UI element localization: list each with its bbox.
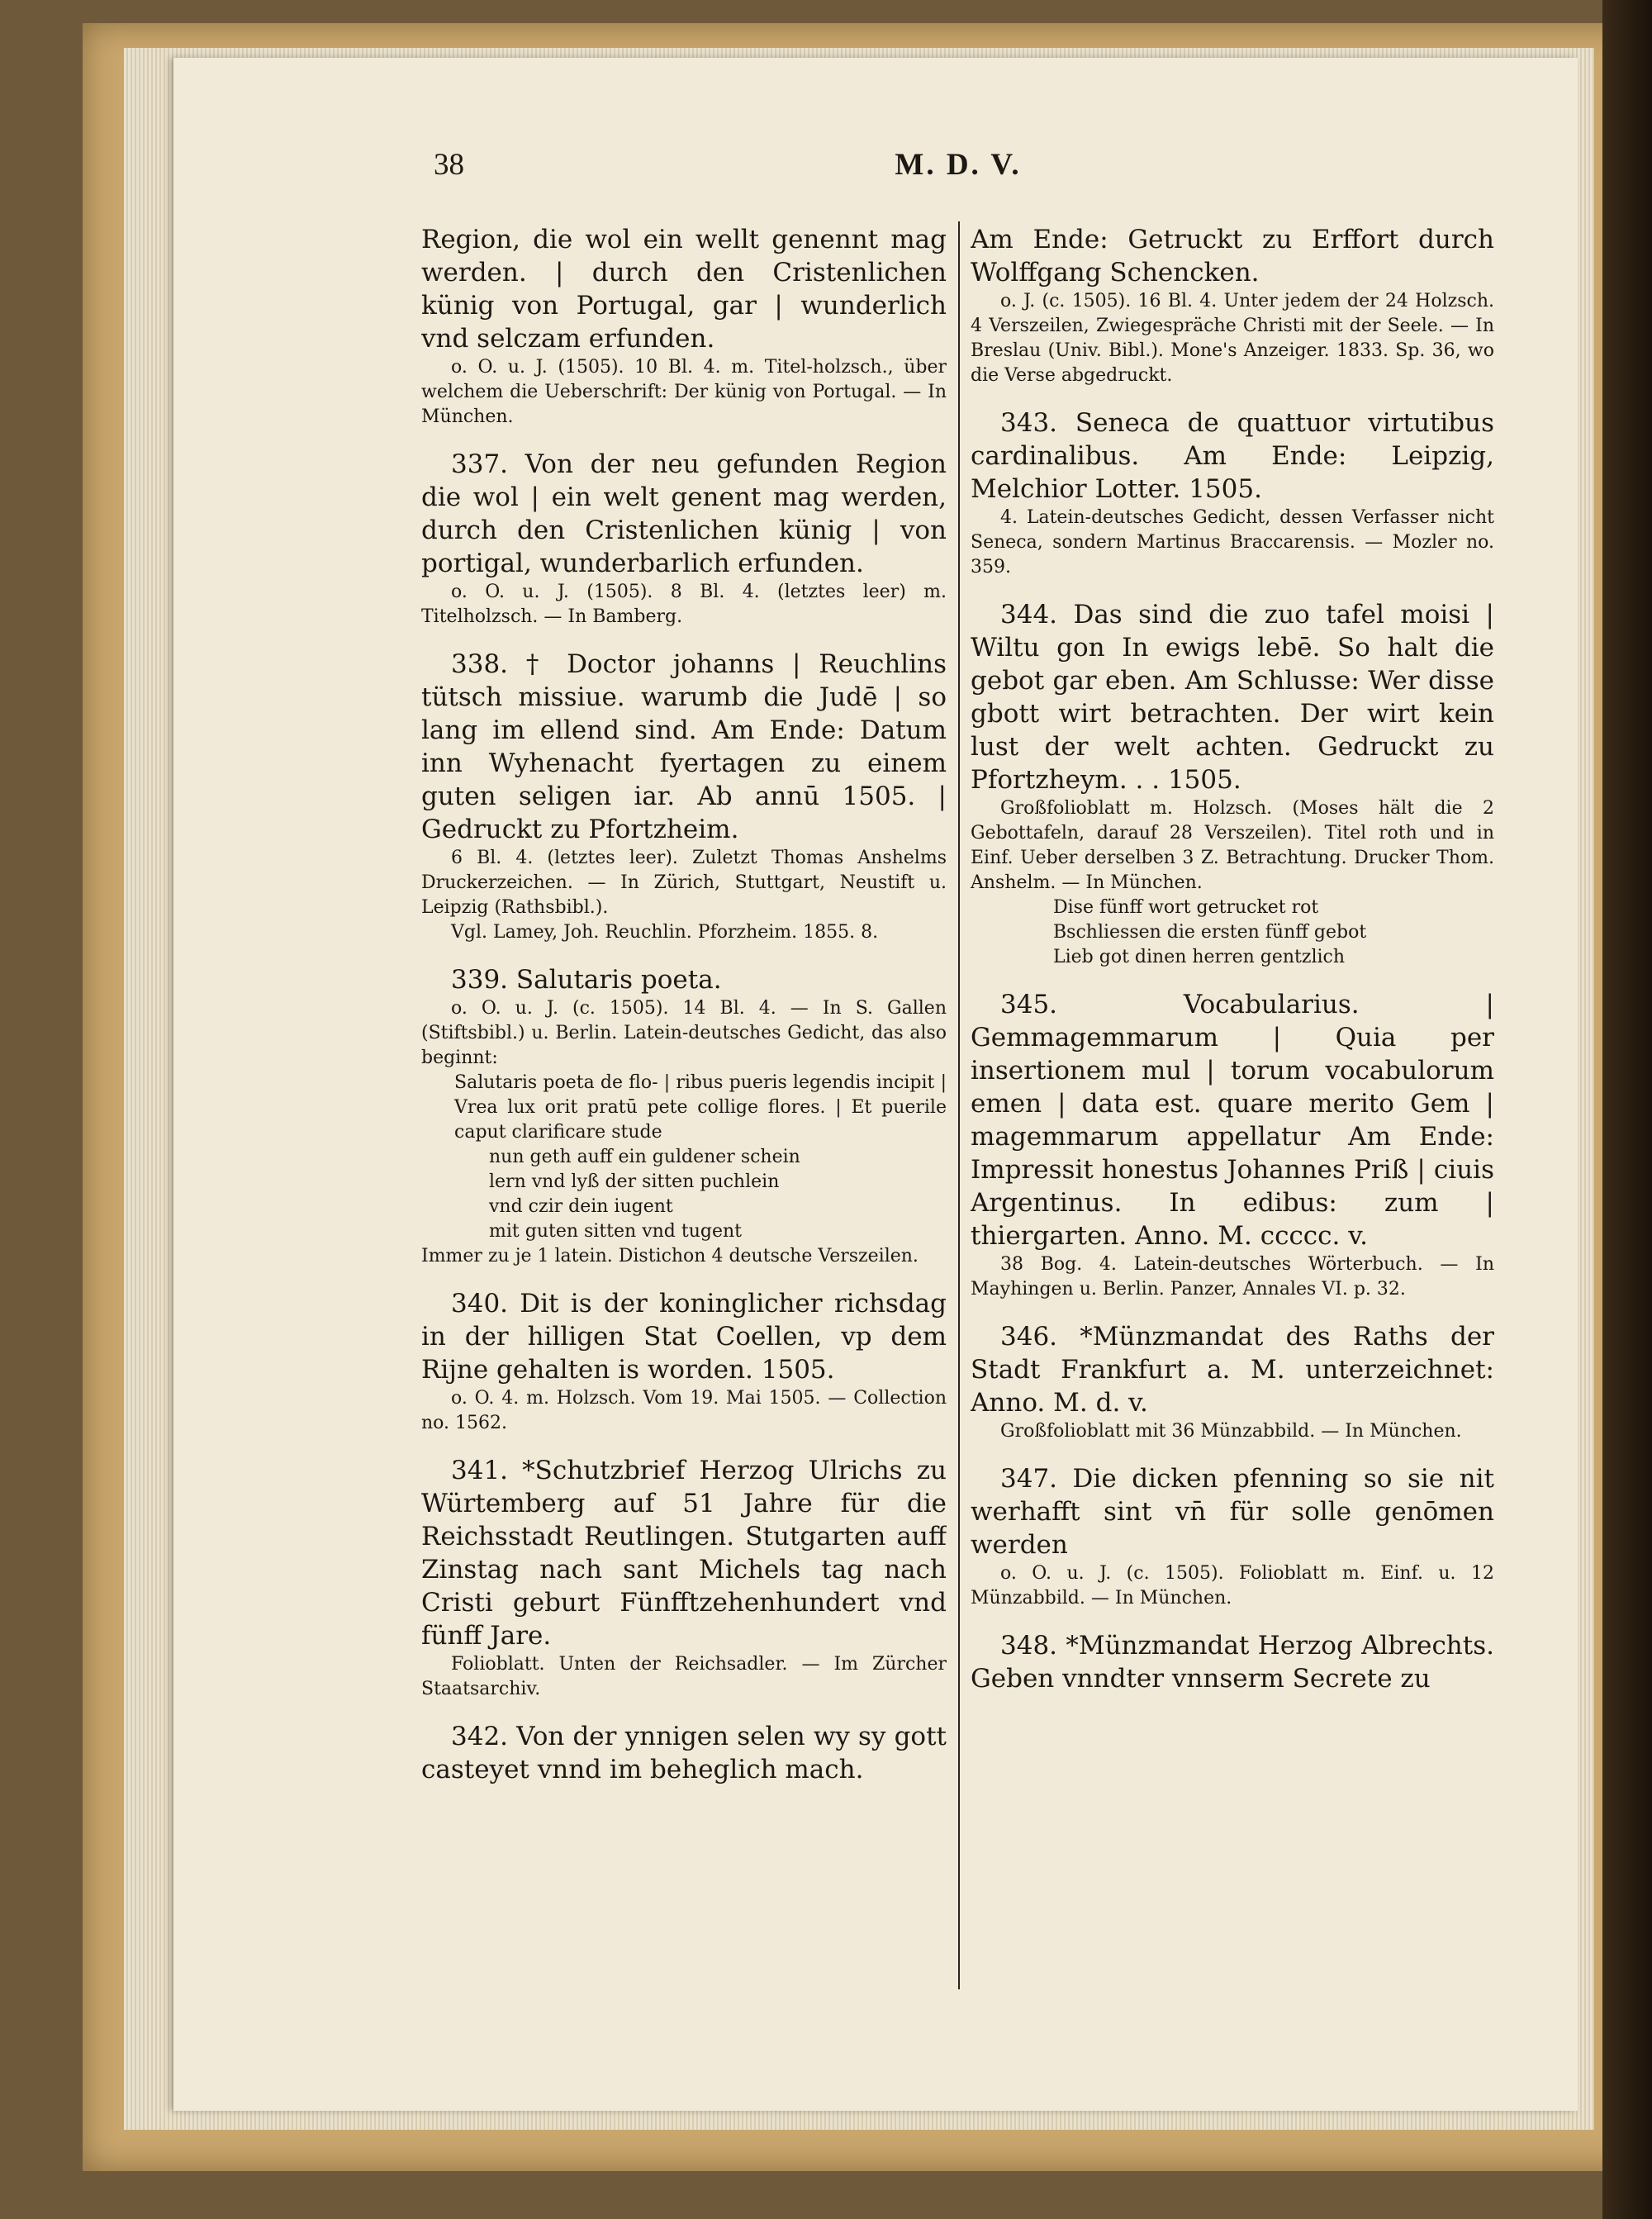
entry-title: 344. Das sind die zuo tafel moisi | Wiltu gon In ewigs lebē. So halt die gebot gar eben. Am Schlusse: Wer disse gbott wirt betrachten. Der wirt kein lust der welt achten. Gedruckt zu Pfortzheym. . . 1505. [971,600,1494,795]
entry-336-continued [421,223,947,430]
entry-title: 342. Von der ynnigen selen wy sy gott casteyet vnnd im beheglich mach. [421,1722,947,1784]
entry-340 [421,1287,947,1436]
entry-title: 337. Von der neu gefunden Region die wol | ein welt genent mag werden, durch den Cristenlichen künig | von portigal, wunderbarlich erfunden. [421,449,947,578]
entry-title: 338. † Doctor johanns | Reuchlins tütsch missiue. warumb die Judē | so lang im ellend sind. Am Ende: Datum inn Wyhenacht fyertagen zu einem guten seligen iar. Ab annū 1505. | Gedruckt zu Pfortzheim. [421,649,947,844]
entry-note: Folioblatt. Unten der Reichsadler. — Im Zürcher Staatsarchiv. [421,1654,947,1699]
entry-title: 348. *Münzmandat Herzog Albrechts. Geben vnndter vnnserm Secrete zu [971,1631,1494,1694]
verse-line: Dise fünff wort getrucket rot [1053,897,1319,918]
entry-title: Region, die wol ein wellt genennt mag werden. | durch den Cristenlichen künig von Portugal, gar | wunderlich vnd selczam erfunden. [421,225,947,354]
entry-title: 343. Seneca de quattuor virtutibus cardinalibus. Am Ende: Leipzig, Melchior Lotter. 1505. [971,408,1494,504]
entry-note: o. O. u. J. (1505). 10 Bl. 4. m. Titel-holzsch., über welchem die Ueberschrift: Der künig von Portugal. — In München. [421,357,947,427]
entry-342 [421,1720,947,1786]
entry-note: 6 Bl. 4. (letztes leer). Zuletzt Thomas Anshelms Druckerzeichen. — In Zürich, Stuttgart, Neustift u. Leipzig (Rathsbibl.). [421,848,947,918]
entry-347 [971,1462,1494,1611]
entry-346 [971,1320,1494,1444]
verse-line: Lieb got dinen herren gentzlich [1053,947,1346,967]
entry-345 [971,988,1494,1302]
entry-note: o. O. u. J. (c. 1505). 14 Bl. 4. — In S. Gallen (Stiftsbibl.) u. Berlin. Latein-deutsches Gedicht, das also beginnt: [421,998,947,1068]
entry-title: Am Ende: Getruckt zu Erffort durch Wolffgang Schencken. [971,225,1494,287]
entry-note: o. O. u. J. (c. 1505). Folioblatt m. Einf. u. 12 Münzabbild. — In München. [971,1563,1494,1608]
page-number: 38 [434,148,464,182]
entry-344 [971,598,1494,970]
book-spine [1602,0,1652,2219]
verse-line: vnd czir dein iugent [489,1196,673,1217]
entry-note: o. O. u. J. (1505). 8 Bl. 4. (letztes leer) m. Titelholzsch. — In Bamberg. [421,582,947,627]
verse-line: Bschliessen die ersten fünff gebot [1053,922,1367,943]
entry-title: 339. Salutaris poeta. [451,965,722,995]
verse-line: mit guten sitten vnd tugent [489,1221,742,1242]
verse-line: nun geth auff ein guldener schein [489,1147,800,1167]
verse-line: lern vnd lyß der sitten puchlein [489,1171,780,1192]
entry-338 [421,648,947,945]
entry-title: 341. *Schutzbrief Herzog Ulrichs zu Würtemberg auf 51 Jahre für die Reichsstadt Reutlingen. Stutgarten auff Zinstag nach sant Michels tag nach Cristi geburt Fünfftzehenhundert vnd fünff Jare. [421,1456,947,1651]
entry-note-secondary: Vgl. Lamey, Joh. Reuchlin. Pforzheim. 1855. 8. [451,922,879,943]
running-head: M. D. V. [895,148,1022,182]
left-column [421,223,947,1991]
entry-note: 38 Bog. 4. Latein-deutsches Wörterbuch. — In Mayhingen u. Berlin. Panzer, Annales VI. p. 32. [971,1254,1494,1300]
entry-343 [971,406,1494,580]
right-column [971,223,1494,1991]
entry-note: o. J. (c. 1505). 16 Bl. 4. Unter jedem der 24 Holzsch. 4 Verszeilen, Zwiegespräche Christi mit der Seele. — In Breslau (Univ. Bibl.). Mone's Anzeiger. 1833. Sp. 36, wo die Verse abgedruckt. [971,291,1494,386]
entry-note: Großfolioblatt m. Holzsch. (Moses hält die 2 Gebottafeln, darauf 28 Verszeilen). Titel roth und in Einf. Ueber derselben 3 Z. Betrachtung. Drucker Thom. Anshelm. — In München. [971,798,1494,893]
entry-337 [421,448,947,630]
entry-note: 4. Latein-deutsches Gedicht, dessen Verfasser nicht Seneca, sondern Martinus Braccarensis. — Mozler no. 359. [971,507,1494,577]
entry-note: Großfolioblatt mit 36 Münzabbild. — In München. [1000,1421,1462,1442]
verse-block [421,1071,947,1244]
entry-339 [421,963,947,1269]
page-header [256,147,1454,193]
entry-341 [421,1454,947,1702]
column-divider [958,221,960,1989]
entry-note: o. O. 4. m. Holzsch. Vom 19. Mai 1505. — Collection no. 1562. [421,1388,947,1433]
entry-342-continued [971,223,1494,388]
verse-block [971,896,1494,970]
entry-title: 346. *Münzmandat des Raths der Stadt Frankfurt a. M. unterzeichnet: Anno. M. d. v. [971,1322,1494,1418]
entry-348 [971,1629,1494,1695]
entry-title: 345. Vocabularius. | Gemmagemmarum | Quia per insertionem mul | torum vocabulorum emen | data est. quare merito Gem | magemmarum appellatur Am Ende: Impressit honestus Johannes Priß | ciuis Argentinus. In edibus: zum | thiergarten. Anno. M. ccccc. v. [971,990,1494,1251]
entry-title: 347. Die dicken pfenning so sie nit werhafft sint vn̄ für solle genōmen werden [971,1464,1494,1560]
entry-title: 340. Dit is der koninglicher richsdag in der hilligen Stat Coellen, vp dem Rijne gehalten is worden. 1505. [421,1289,947,1385]
entry-note-secondary: Immer zu je 1 latein. Distichon 4 deutsche Verszeilen. [421,1246,919,1266]
verse-line: Salutaris poeta de flo- | ribus pueris legendis incipit | Vrea lux orit pratū pete collige flores. | Et puerile caput clarificare stude [454,1072,947,1143]
